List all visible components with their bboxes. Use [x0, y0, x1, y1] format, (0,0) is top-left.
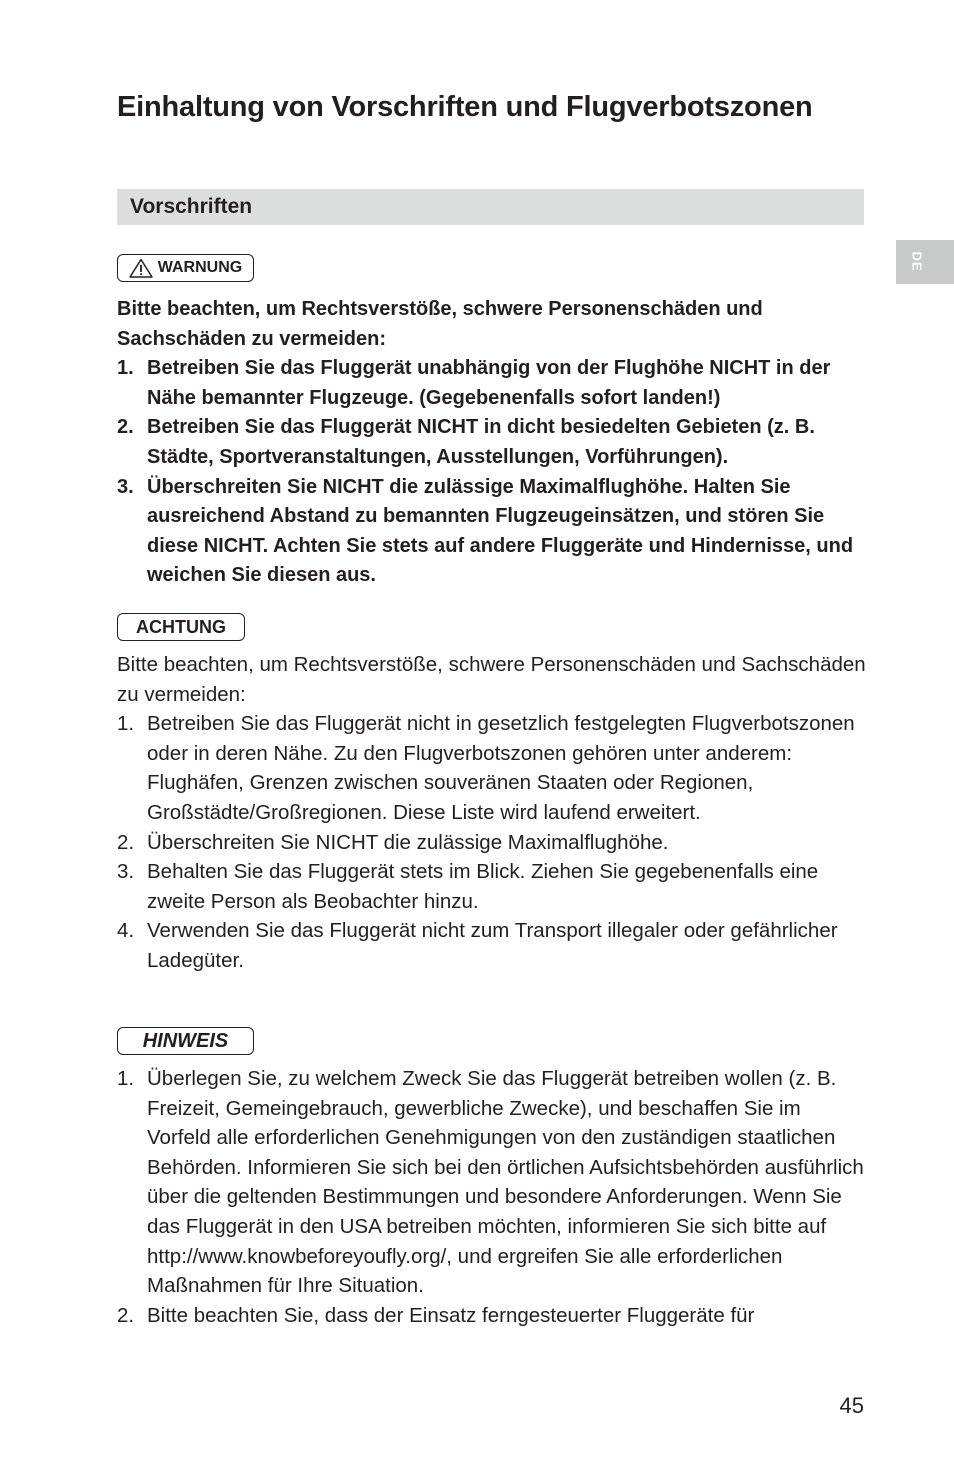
caution-label — [117, 613, 245, 641]
warning-list — [117, 354, 869, 591]
page-title: Einhaltung von Vorschriften und Flugverbotszonen — [117, 91, 813, 123]
list-item — [117, 709, 869, 827]
list-text: Überschreiten Sie NICHT die zulässige Maximalflughöhe. — [147, 830, 669, 854]
section-header-vorschriften — [117, 189, 864, 225]
list-item — [117, 857, 869, 916]
caution-section — [117, 650, 869, 976]
list-text: Bitte beachten Sie, dass der Einsatz ferngesteuerter Fluggeräte für — [147, 1303, 755, 1327]
list-text: Betreiben Sie das Fluggerät unabhängig von der Flughöhe NICHT in der Nähe bemannter Flugzeuge. (Gegebenenfalls sofort landen!) — [147, 357, 831, 409]
caution-label-text: ACHTUNG — [136, 616, 226, 637]
list-text: Verwenden Sie das Fluggerät nicht zum Transport illegaler oder gefährlicher Ladegüter. — [147, 919, 838, 972]
page-number: 45 — [839, 1393, 864, 1418]
list-text: Überschreiten Sie NICHT die zulässige Maximalflughöhe. Halten Sie ausreichend Abstand zu bemannten Flugzeugeinsätzen, und stören Sie diese NICHT. Achten Sie stets auf andere Fluggeräte und Hindernisse, und weichen Sie diesen aus. — [147, 475, 854, 587]
list-item — [117, 473, 869, 591]
caution-intro: Bitte beachten, um Rechtsverstöße, schwere Personenschäden und Sachschäden zu vermeiden: — [117, 653, 866, 706]
language-tab-label: DE — [909, 251, 925, 272]
section-title: Vorschriften — [130, 195, 253, 218]
list-number: 1. — [117, 712, 135, 736]
warning-label-text: WARNUNG — [157, 259, 243, 276]
list-item — [117, 828, 869, 858]
notice-list — [117, 1064, 869, 1330]
notice-label — [117, 1027, 254, 1055]
list-number: 2. — [117, 416, 134, 439]
warning-label — [117, 254, 254, 282]
notice-section — [117, 1064, 869, 1330]
list-number: 2. — [117, 1303, 135, 1327]
list-text: Betreiben Sie das Fluggerät NICHT in dicht besiedelten Gebieten (z. B. Städte, Sportveranstaltungen, Ausstellungen, Vorführungen). — [147, 416, 815, 468]
list-number: 3. — [117, 860, 135, 884]
caution-list — [117, 709, 869, 975]
list-text: Betreiben Sie das Fluggerät nicht in gesetzlich festgelegten Flugverbotszonen oder in deren Nähe. Zu den Flugverbotszonen gehören unter anderem: Flughäfen, Grenzen zwischen souveränen Staaten oder Regionen, Großstädte/Großregionen. Diese Liste wird laufend erweitert. — [147, 712, 855, 824]
list-item — [117, 916, 869, 975]
warning-triangle-icon — [129, 258, 153, 278]
list-number: 1. — [117, 357, 134, 380]
language-tab — [896, 240, 954, 284]
list-number: 4. — [117, 919, 135, 943]
list-number: 3. — [117, 475, 134, 498]
list-text: Behalten Sie das Fluggerät stets im Blick. Ziehen Sie gegebenenfalls eine zweite Person als Beobachter hinzu. — [147, 860, 819, 913]
list-item — [117, 1064, 869, 1301]
list-item — [117, 413, 869, 472]
list-number: 1. — [117, 1067, 135, 1090]
notice-label-text: HINWEIS — [142, 1029, 229, 1052]
warning-section — [117, 295, 869, 591]
list-item — [117, 1301, 869, 1331]
list-text: Überlegen Sie, zu welchem Zweck Sie das Fluggerät betreiben wollen (z. B. Freizeit, Gemeingebrauch, gewerbliche Zwecke), und beschaffen Sie im Vorfeld alle erforderlichen Genehmigungen von den zuständigen staatlichen Behörden. Informieren Sie sich bei den örtlichen Aufsichtsbehörden ausführlich über die geltenden Bestimmungen und besondere Anforderungen. Wenn Sie das Fluggerät in den USA betreiben möchten, informieren Sie sich bitte auf http://www.knowbeforeyoufly.org/, und ergreifen Sie alle erforderlichen Maßnahmen für Ihre Situation. — [147, 1067, 864, 1298]
list-number: 2. — [117, 830, 135, 854]
list-item — [117, 354, 869, 413]
warning-intro: Bitte beachten, um Rechtsverstöße, schwere Personenschäden und Sachschäden zu vermeiden: — [117, 298, 763, 350]
